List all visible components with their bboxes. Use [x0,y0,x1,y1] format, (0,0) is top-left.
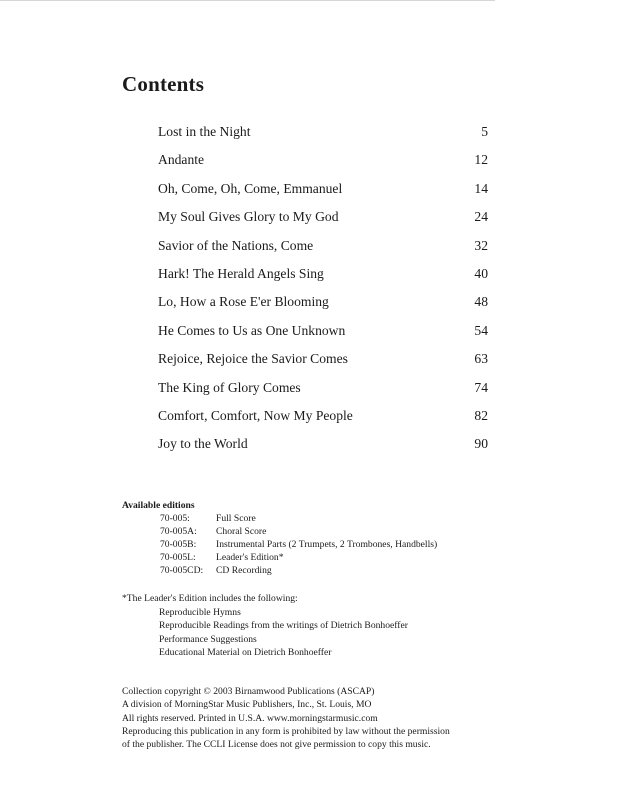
edition-name: Instrumental Parts (2 Trumpets, 2 Trombones, Handbells) [216,539,438,550]
contents-entry [158,152,488,180]
edition-name: Full Score [216,513,256,524]
edition-code: 70-005CD: [160,565,204,576]
leader-note-item: Performance Suggestions [159,633,257,645]
leader-edition-note [122,592,408,660]
contents-list [158,124,488,465]
entry-title: Andante [158,152,205,168]
edition-code: 70-005A: [160,526,197,537]
entry-page: 14 [474,180,488,196]
copyright-line: Reproducing this publication in any form is prohibited by law without the permission [122,725,450,737]
entry-title: Lost in the Night [158,124,251,139]
contents-entry [158,266,488,294]
edition-item [122,538,437,551]
edition-item [122,512,437,525]
edition-item [122,525,437,538]
entry-page: 82 [474,407,488,423]
page-title: Contents [122,72,205,96]
edition-name: Choral Score [216,526,267,537]
edition-code: 70-005L: [160,552,196,563]
contents-entry [158,323,488,351]
copyright-line: Collection copyright © 2003 Birnamwood Publications (ASCAP) [122,686,375,697]
leader-note-list [122,606,408,660]
copyright-line: A division of MorningStar Music Publishers, Inc., St. Louis, MO [122,699,372,711]
entry-title: Savior of the Nations, Come [158,237,314,253]
contents-entry [158,380,488,408]
edition-code: 70-005: [160,513,190,524]
entry-page: 90 [474,436,488,452]
copyright-block [122,685,450,751]
entry-page: 5 [481,124,488,139]
entry-title: Lo, How a Rose E'er Blooming [158,294,329,310]
leader-note-intro: *The Leader's Edition includes the following: [122,593,298,604]
contents-entry [158,294,488,322]
entry-title: Joy to the World [158,436,248,452]
contents-entry [158,238,488,266]
edition-item [122,551,437,564]
edition-item [122,564,437,577]
contents-entry [158,351,488,379]
contents-entry [158,408,488,436]
edition-name: CD Recording [216,565,272,576]
leader-note-item: Educational Material on Dietrich Bonhoeffer [159,647,332,658]
leader-note-item: Reproducible Hymns [159,606,241,618]
copyright-line: All rights reserved. Printed in U.S.A. www.morningstarmusic.com [122,712,378,724]
copyright-line: of the publisher. The CCLI License does not give permission to copy this music. [122,739,431,751]
entry-page: 32 [474,237,488,253]
edition-code: 70-005B: [160,539,197,550]
editions-heading: Available editions [122,500,195,511]
entry-page: 24 [474,209,488,225]
available-editions [122,499,437,577]
contents-entry [158,436,488,464]
entry-title: My Soul Gives Glory to My God [158,209,339,225]
contents-entry [158,209,488,237]
entry-title: The King of Glory Comes [158,379,301,395]
entry-title: Rejoice, Rejoice the Savior Comes [158,351,348,367]
contents-entry [158,124,488,152]
entry-page: 40 [474,265,488,281]
entry-page: 74 [474,379,488,395]
entry-page: 48 [474,294,488,310]
entry-title: Oh, Come, Oh, Come, Emmanuel [158,180,343,196]
entry-page: 54 [474,322,488,338]
top-rule [0,0,495,1]
leader-note-item: Reproducible Readings from the writings of Dietrich Bonhoeffer [159,620,408,631]
entry-title: He Comes to Us as One Unknown [158,322,346,338]
entry-title: Hark! The Herald Angels Sing [158,265,324,281]
edition-name: Leader's Edition* [216,552,284,563]
contents-entry [158,181,488,209]
entry-title: Comfort, Comfort, Now My People [158,407,353,423]
entry-page: 63 [474,351,488,367]
entry-page: 12 [474,152,488,168]
